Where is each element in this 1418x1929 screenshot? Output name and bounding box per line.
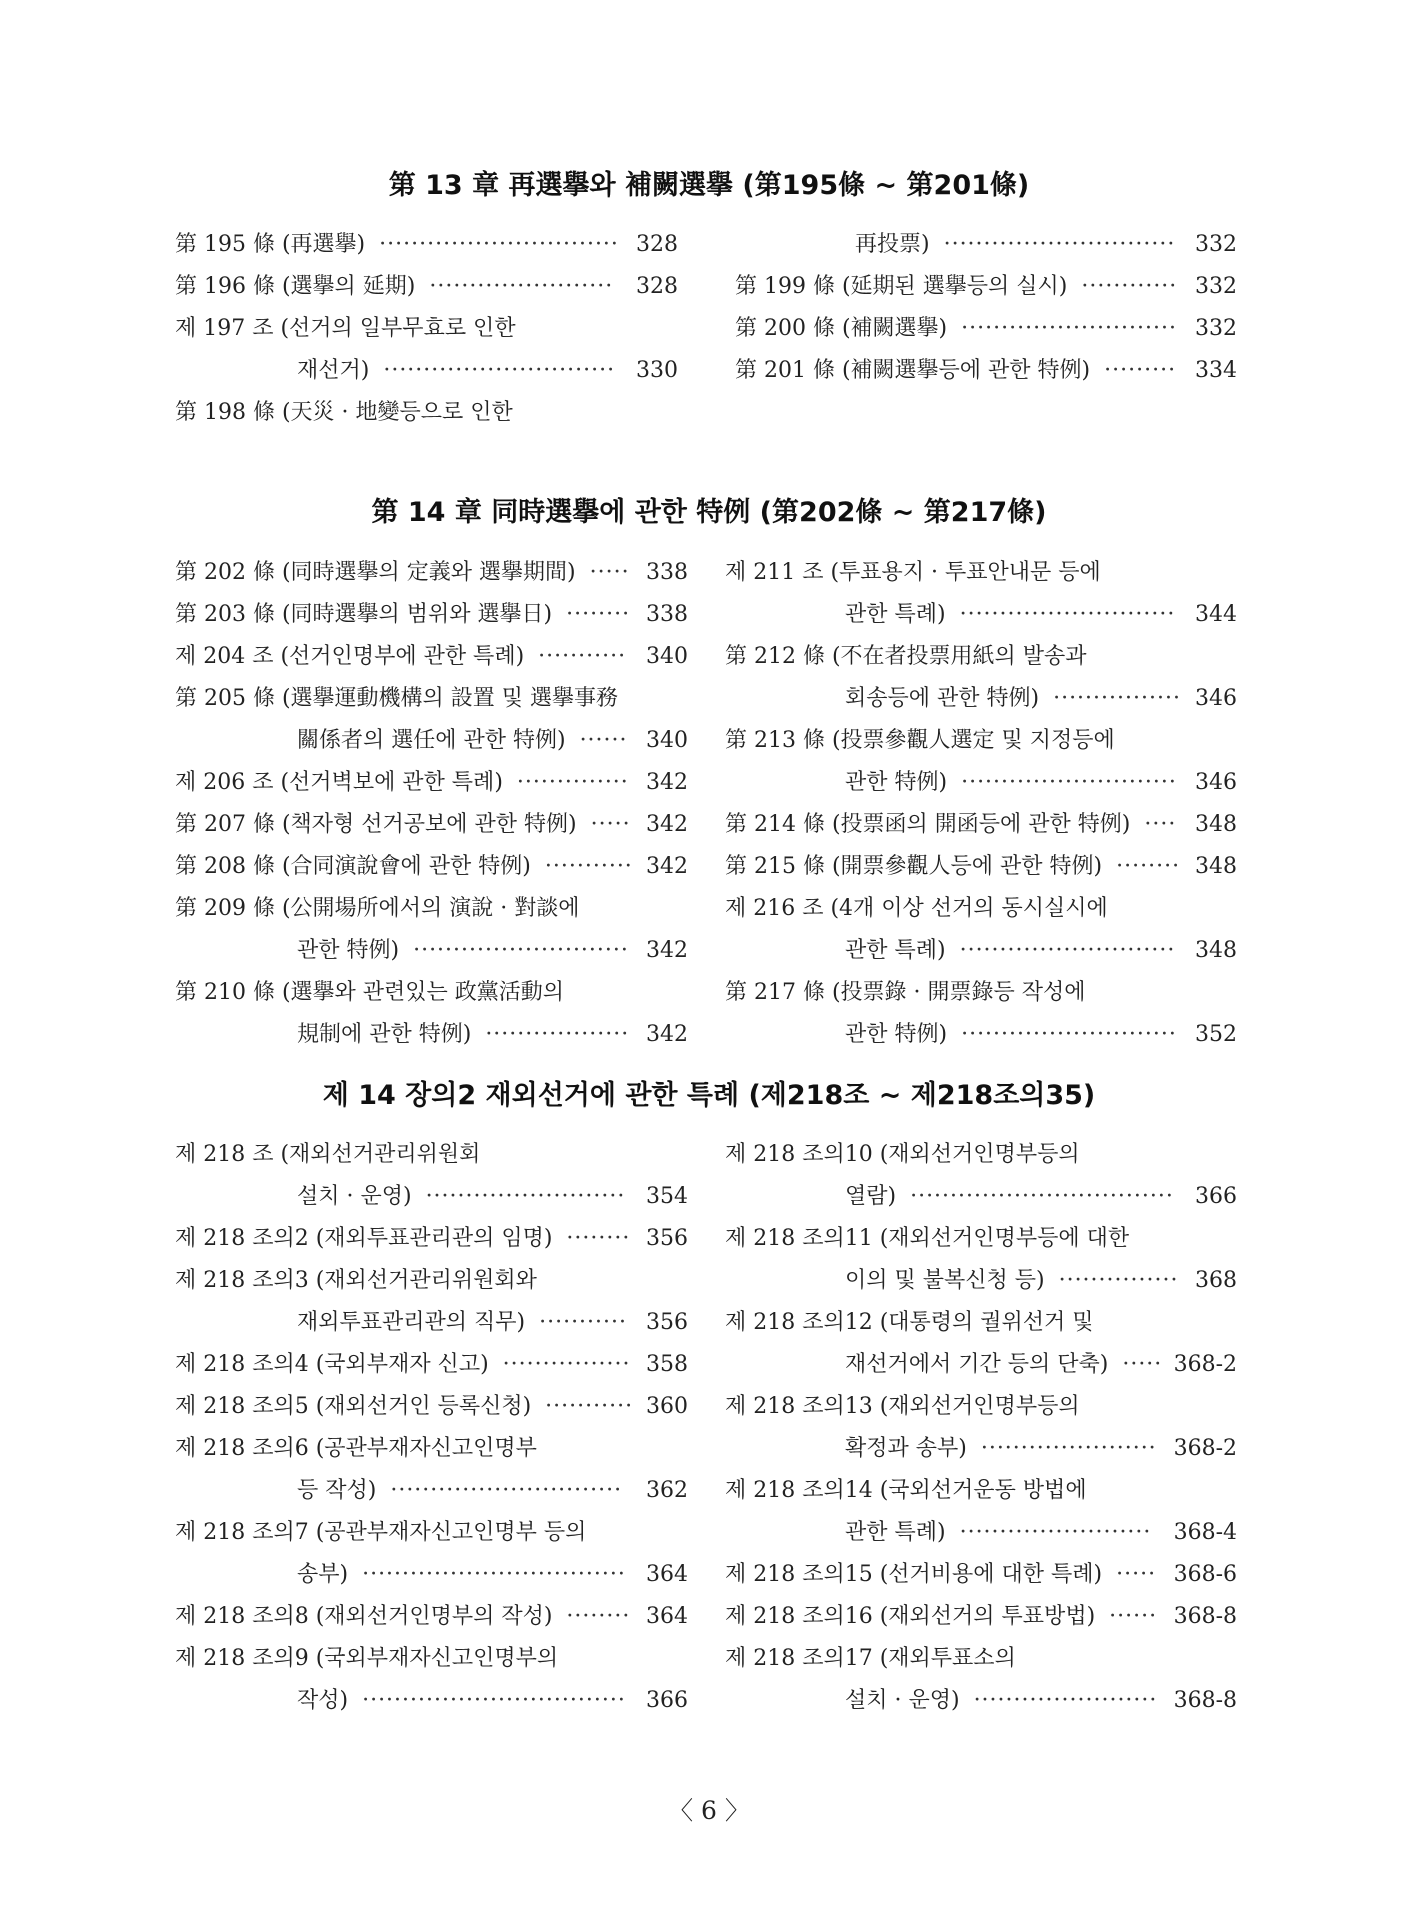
toc-entry[interactable] bbox=[725, 846, 1237, 888]
toc-entry-page: 368-4 bbox=[1173, 1520, 1237, 1545]
toc-entry-page: 366 bbox=[1195, 1184, 1237, 1209]
toc-entry-label: 第 198 條 (天災 · 地變등으로 인한 bbox=[175, 400, 513, 425]
toc-entry-page: 342 bbox=[646, 1022, 688, 1047]
toc-entry[interactable] bbox=[735, 224, 1237, 266]
toc-entry-label: 제 218 조의13 (재외선거인명부등의 bbox=[725, 1394, 1080, 1419]
toc-entry[interactable] bbox=[175, 1638, 688, 1680]
toc-entry-label: 제 218 조의7 (공관부재자신고인명부 등의 bbox=[175, 1520, 587, 1545]
toc-entry-page: 338 bbox=[646, 602, 688, 627]
toc-entry-label: 제 218 조의11 (재외선거인명부등에 대한 bbox=[725, 1226, 1130, 1251]
toc-entry[interactable] bbox=[175, 1386, 688, 1428]
dot-leader: ······················· bbox=[973, 1688, 1158, 1713]
toc-entry[interactable] bbox=[175, 1512, 688, 1554]
toc-entry-page: 362 bbox=[646, 1478, 688, 1503]
toc-entry-page: 356 bbox=[646, 1310, 688, 1335]
toc-entry-page: 358 bbox=[646, 1352, 688, 1377]
toc-entry-label: 第 200 條 (補闕選擧) bbox=[735, 316, 948, 341]
dot-leader: ········ bbox=[566, 1604, 631, 1629]
toc-entry[interactable] bbox=[175, 930, 688, 972]
dot-leader: ··············· bbox=[1058, 1268, 1179, 1293]
toc-entry[interactable] bbox=[175, 1014, 688, 1056]
toc-entry[interactable] bbox=[725, 1554, 1237, 1596]
dot-leader: ································· bbox=[910, 1184, 1174, 1209]
toc-entry-label: 제 218 조의17 (재외투표소의 bbox=[725, 1646, 1016, 1671]
toc-entry-label: 등 작성) bbox=[297, 1478, 377, 1503]
toc-entry-label: 第 196 條 (選擧의 延期) bbox=[175, 274, 416, 299]
dot-leader: ········· bbox=[1104, 358, 1177, 383]
toc-entry-page: 332 bbox=[1195, 232, 1237, 257]
toc-entry[interactable] bbox=[725, 1134, 1237, 1176]
toc-entry[interactable] bbox=[175, 1344, 688, 1386]
dot-leader: ····························· bbox=[390, 1478, 623, 1503]
toc-entry-label: 관한 특례) bbox=[845, 938, 946, 963]
toc-entry-page: 346 bbox=[1195, 770, 1237, 795]
toc-entry[interactable] bbox=[175, 1428, 688, 1470]
toc-entry-label: 제 218 조의8 (재외선거인명부의 작성) bbox=[175, 1604, 553, 1629]
toc-entry-label: 설치 · 운영) bbox=[297, 1184, 412, 1209]
dot-leader: ······················ bbox=[980, 1436, 1157, 1461]
toc-entry[interactable] bbox=[725, 1680, 1237, 1722]
toc-entry[interactable] bbox=[725, 594, 1237, 636]
toc-entry-page: 368 bbox=[1195, 1268, 1237, 1293]
toc-entry-label: 제 218 조의6 (공관부재자신고인명부 bbox=[175, 1436, 537, 1461]
dot-leader: ········ bbox=[566, 1226, 631, 1251]
toc-entry[interactable] bbox=[175, 1470, 688, 1512]
toc-entry[interactable] bbox=[725, 1470, 1237, 1512]
dot-leader: ················ bbox=[502, 1352, 631, 1377]
toc-column-left bbox=[175, 552, 688, 1056]
toc-entry[interactable] bbox=[175, 636, 688, 678]
toc-entry-page: 368-2 bbox=[1173, 1436, 1237, 1461]
dot-leader: ··········· bbox=[538, 644, 627, 669]
toc-entry-label: 제 204 조 (선거인명부에 관한 특례) bbox=[175, 644, 525, 669]
toc-entry[interactable] bbox=[725, 804, 1237, 846]
toc-entry-label: 第 213 條 (投票參觀人選定 및 지정등에 bbox=[725, 728, 1115, 753]
chapter-title: 第 14 章 同時選擧에 관한 特例 (第202條 ~ 第217條) bbox=[371, 497, 1047, 528]
dot-leader: ··························· bbox=[959, 938, 1176, 963]
dot-leader: ··························· bbox=[413, 938, 629, 963]
dot-leader: ····························· bbox=[943, 232, 1176, 257]
toc-entry-page: 342 bbox=[646, 770, 688, 795]
dot-leader: ····· bbox=[1116, 1562, 1157, 1587]
toc-entry-page: 340 bbox=[646, 728, 688, 753]
dot-leader: ··········· bbox=[539, 1310, 628, 1335]
dot-leader: ··········· bbox=[545, 1394, 634, 1419]
dot-leader: ··························· bbox=[961, 1022, 1177, 1047]
dot-leader: ··························· bbox=[961, 770, 1177, 795]
toc-entry-label: 제 216 조 (4개 이상 선거의 동시실시에 bbox=[725, 896, 1108, 921]
toc-entry[interactable] bbox=[175, 804, 688, 846]
toc-entry[interactable] bbox=[725, 1344, 1237, 1386]
toc-entry-label: 제 218 조의10 (재외선거인명부등의 bbox=[725, 1142, 1080, 1167]
toc-entry[interactable] bbox=[175, 846, 688, 888]
toc-entry-page: 368-6 bbox=[1173, 1562, 1237, 1587]
toc-entry-page: 332 bbox=[1195, 274, 1237, 299]
toc-entry[interactable] bbox=[725, 888, 1237, 930]
dot-leader: ················ bbox=[1053, 686, 1181, 711]
toc-column-left bbox=[175, 224, 678, 434]
toc-column-right bbox=[735, 224, 1237, 392]
toc-entry-label: 第 199 條 (延期된 選擧등의 실시) bbox=[735, 274, 1068, 299]
dot-leader: ······························ bbox=[379, 232, 619, 257]
toc-entry[interactable] bbox=[175, 1260, 688, 1302]
toc-entry-page: 352 bbox=[1195, 1022, 1237, 1047]
toc-entry[interactable] bbox=[175, 552, 688, 594]
toc-entry-page: 354 bbox=[646, 1184, 688, 1209]
dot-leader: ······ bbox=[579, 728, 628, 753]
page-number: 〈 6 〉 bbox=[668, 1796, 750, 1825]
toc-entry-page: 348 bbox=[1195, 854, 1237, 879]
chapter-title: 第 13 章 再選擧와 補闕選擧 (第195條 ~ 第201條) bbox=[388, 170, 1030, 201]
toc-entry-label: 第 207 條 (책자형 선거공보에 관한 特例) bbox=[175, 812, 577, 837]
dot-leader: ········ bbox=[1116, 854, 1181, 879]
toc-entry-label: 第 214 條 (投票函의 開函등에 관한 特例) bbox=[725, 812, 1131, 837]
toc-entry-page: 330 bbox=[636, 358, 678, 383]
toc-entry[interactable] bbox=[175, 888, 688, 930]
toc-entry[interactable] bbox=[725, 972, 1237, 1014]
toc-entry-page: 368-8 bbox=[1173, 1604, 1237, 1629]
dot-leader: ································· bbox=[362, 1688, 626, 1713]
toc-entry-label: 제 211 조 (투표용지 · 투표안내문 등에 bbox=[725, 560, 1101, 585]
toc-entry-label: 제 218 조의5 (재외선거인 등록신청) bbox=[175, 1394, 532, 1419]
toc-entry-label: 第 212 條 (不在者投票用紙의 발송과 bbox=[725, 644, 1087, 669]
dot-leader: ············ bbox=[1081, 274, 1178, 299]
toc-entry[interactable] bbox=[725, 1386, 1237, 1428]
toc-entry-label: 열람) bbox=[845, 1184, 897, 1209]
toc-entry[interactable] bbox=[725, 930, 1237, 972]
toc-entry[interactable] bbox=[725, 636, 1237, 678]
toc-entry-label: 再投票) bbox=[855, 232, 930, 257]
toc-entry[interactable] bbox=[725, 1176, 1237, 1218]
toc-entry[interactable] bbox=[175, 224, 678, 266]
dot-leader: ··························· bbox=[959, 602, 1176, 627]
toc-entry[interactable] bbox=[175, 1302, 688, 1344]
toc-entry-page: 356 bbox=[646, 1226, 688, 1251]
toc-entry[interactable] bbox=[175, 1680, 688, 1722]
toc-entry[interactable] bbox=[725, 1302, 1237, 1344]
toc-entry-label: 제 218 조의2 (재외투표관리관의 임명) bbox=[175, 1226, 553, 1251]
toc-entry-page: 342 bbox=[646, 854, 688, 879]
dot-leader: ····· bbox=[589, 560, 630, 585]
toc-entry-label: 제 218 조의15 (선거비용에 대한 특례) bbox=[725, 1562, 1103, 1587]
toc-entry[interactable] bbox=[725, 720, 1237, 762]
toc-entry-label: 제 218 조의4 (국외부재자 신고) bbox=[175, 1352, 489, 1377]
dot-leader: ································· bbox=[362, 1562, 626, 1587]
toc-entry-label: 規制에 관한 特例) bbox=[297, 1022, 472, 1047]
dot-leader: ···· bbox=[1144, 812, 1177, 837]
toc-entry-page: 344 bbox=[1195, 602, 1237, 627]
toc-entry[interactable] bbox=[175, 1218, 688, 1260]
toc-entry-label: 관한 특례) bbox=[845, 602, 946, 627]
toc-entry[interactable] bbox=[725, 1596, 1237, 1638]
toc-column-right bbox=[725, 1134, 1237, 1722]
toc-entry[interactable] bbox=[175, 308, 678, 350]
toc-entry-label: 제 218 조의9 (국외부재자신고인명부의 bbox=[175, 1646, 559, 1671]
toc-entry-label: 확정과 송부) bbox=[845, 1436, 967, 1461]
dot-leader: ························· bbox=[425, 1184, 626, 1209]
toc-entry-label: 제 206 조 (선거벽보에 관한 특례) bbox=[175, 770, 503, 795]
toc-entry[interactable] bbox=[175, 1176, 688, 1218]
toc-entry[interactable] bbox=[725, 552, 1237, 594]
toc-entry[interactable] bbox=[175, 1554, 688, 1596]
toc-entry-label: 관한 특례) bbox=[845, 1520, 946, 1545]
toc-entry-page: 346 bbox=[1195, 686, 1237, 711]
toc-entry[interactable] bbox=[175, 266, 678, 308]
toc-entry[interactable] bbox=[735, 308, 1237, 350]
toc-entry-label: 第 217 條 (投票錄 · 開票錄등 작성에 bbox=[725, 980, 1086, 1005]
dot-leader: ····· bbox=[590, 812, 631, 837]
toc-entry-page: 338 bbox=[646, 560, 688, 585]
toc-entry-label: 第 210 條 (選擧와 관련있는 政黨活動의 bbox=[175, 980, 565, 1005]
toc-entry-label: 第 201 條 (補闕選擧등에 관한 特例) bbox=[735, 358, 1091, 383]
toc-entry[interactable] bbox=[725, 678, 1237, 720]
toc-entry-label: 제 218 조의14 (국외선거운동 방법에 bbox=[725, 1478, 1087, 1503]
toc-entry-label: 이의 및 불복신청 등) bbox=[845, 1268, 1045, 1293]
dot-leader: ··········· bbox=[544, 854, 633, 879]
toc-entry-page: 342 bbox=[646, 812, 688, 837]
toc-entry-label: 제 218 조 (재외선거관리위원회 bbox=[175, 1142, 481, 1167]
toc-entry-page: 328 bbox=[636, 274, 678, 299]
toc-entry-label: 關係者의 選任에 관한 特例) bbox=[297, 728, 566, 753]
toc-entry-page: 368-8 bbox=[1173, 1688, 1237, 1713]
toc-entry[interactable] bbox=[175, 1596, 688, 1638]
toc-entry-page: 364 bbox=[646, 1604, 688, 1629]
toc-column-left bbox=[175, 1134, 688, 1722]
toc-entry-label: 제 197 조 (선거의 일부무효로 인한 bbox=[175, 316, 516, 341]
toc-entry-label: 第 203 條 (同時選擧의 범위와 選擧日) bbox=[175, 602, 553, 627]
toc-entry-label: 第 202 條 (同時選擧의 定義와 選擧期間) bbox=[175, 560, 576, 585]
toc-entry[interactable] bbox=[725, 1014, 1237, 1056]
toc-entry-label: 第 215 條 (開票參觀人등에 관한 特例) bbox=[725, 854, 1103, 879]
toc-entry[interactable] bbox=[725, 1218, 1237, 1260]
toc-entry[interactable] bbox=[175, 762, 688, 804]
toc-entry[interactable] bbox=[735, 266, 1237, 308]
toc-entry-label: 제 218 조의16 (재외선거의 투표방법) bbox=[725, 1604, 1096, 1629]
toc-entry-page: 366 bbox=[646, 1688, 688, 1713]
toc-entry-page: 360 bbox=[646, 1394, 688, 1419]
toc-entry-label: 송부) bbox=[297, 1562, 349, 1587]
toc-entry-label: 第 209 條 (公開場所에서의 演說 · 對談에 bbox=[175, 896, 580, 921]
toc-entry[interactable] bbox=[175, 972, 688, 1014]
toc-entry[interactable] bbox=[735, 350, 1237, 392]
toc-entry[interactable] bbox=[725, 762, 1237, 804]
toc-entry-page: 340 bbox=[646, 644, 688, 669]
toc-entry[interactable] bbox=[725, 1638, 1237, 1680]
toc-entry-page: 328 bbox=[636, 232, 678, 257]
dot-leader: ··························· bbox=[961, 316, 1177, 341]
toc-entry-label: 작성) bbox=[297, 1688, 349, 1713]
toc-entry-page: 368-2 bbox=[1173, 1352, 1237, 1377]
toc-entry-label: 제 218 조의12 (대통령의 궐위선거 및 bbox=[725, 1310, 1094, 1335]
toc-entry-label: 재외투표관리관의 직무) bbox=[297, 1310, 526, 1335]
toc-entry-page: 348 bbox=[1195, 812, 1237, 837]
dot-leader: ········ bbox=[566, 602, 631, 627]
toc-entry-label: 재선거에서 기간 등의 단축) bbox=[845, 1352, 1109, 1377]
toc-entry[interactable] bbox=[175, 1134, 688, 1176]
toc-entry-label: 第 195 條 (再選擧) bbox=[175, 232, 366, 257]
dot-leader: ·················· bbox=[485, 1022, 630, 1047]
toc-entry-page: 364 bbox=[646, 1562, 688, 1587]
toc-entry-page: 342 bbox=[646, 938, 688, 963]
dot-leader: ·············· bbox=[516, 770, 629, 795]
toc-column-right bbox=[725, 552, 1237, 1056]
toc-entry[interactable] bbox=[175, 392, 678, 434]
toc-entry-label: 관한 特例) bbox=[297, 938, 400, 963]
toc-entry-label: 관한 特例) bbox=[845, 1022, 948, 1047]
toc-entry-label: 第 208 條 (合同演說會에 관한 特例) bbox=[175, 854, 531, 879]
toc-entry-label: 설치 · 운영) bbox=[845, 1688, 960, 1713]
toc-entry-page: 334 bbox=[1195, 358, 1237, 383]
dot-leader: ······················· bbox=[429, 274, 614, 299]
dot-leader: ······ bbox=[1109, 1604, 1158, 1629]
dot-leader: ····· bbox=[1122, 1352, 1163, 1377]
toc-entry[interactable] bbox=[725, 1260, 1237, 1302]
toc-entry[interactable] bbox=[725, 1428, 1237, 1470]
toc-entry-label: 재선거) bbox=[297, 358, 370, 383]
toc-entry-page: 348 bbox=[1195, 938, 1237, 963]
toc-entry-page: 332 bbox=[1195, 316, 1237, 341]
toc-entry[interactable] bbox=[175, 720, 688, 762]
chapter-title: 제 14 장의2 재외선거에 관한 특례 (제218조 ~ 제218조의35) bbox=[322, 1080, 1096, 1111]
dot-leader: ····························· bbox=[383, 358, 616, 383]
toc-entry-label: 제 218 조의3 (재외선거관리위원회와 bbox=[175, 1268, 537, 1293]
toc-entry-label: 관한 特例) bbox=[845, 770, 948, 795]
toc-entry-label: 회송등에 관한 特例) bbox=[845, 686, 1040, 711]
toc-entry[interactable] bbox=[175, 594, 688, 636]
toc-entry-label: 第 205 條 (選擧運動機構의 設置 및 選擧事務 bbox=[175, 686, 619, 711]
dot-leader: ························ bbox=[959, 1520, 1152, 1545]
toc-entry[interactable] bbox=[175, 350, 678, 392]
toc-entry[interactable] bbox=[175, 678, 688, 720]
toc-entry[interactable] bbox=[725, 1512, 1237, 1554]
